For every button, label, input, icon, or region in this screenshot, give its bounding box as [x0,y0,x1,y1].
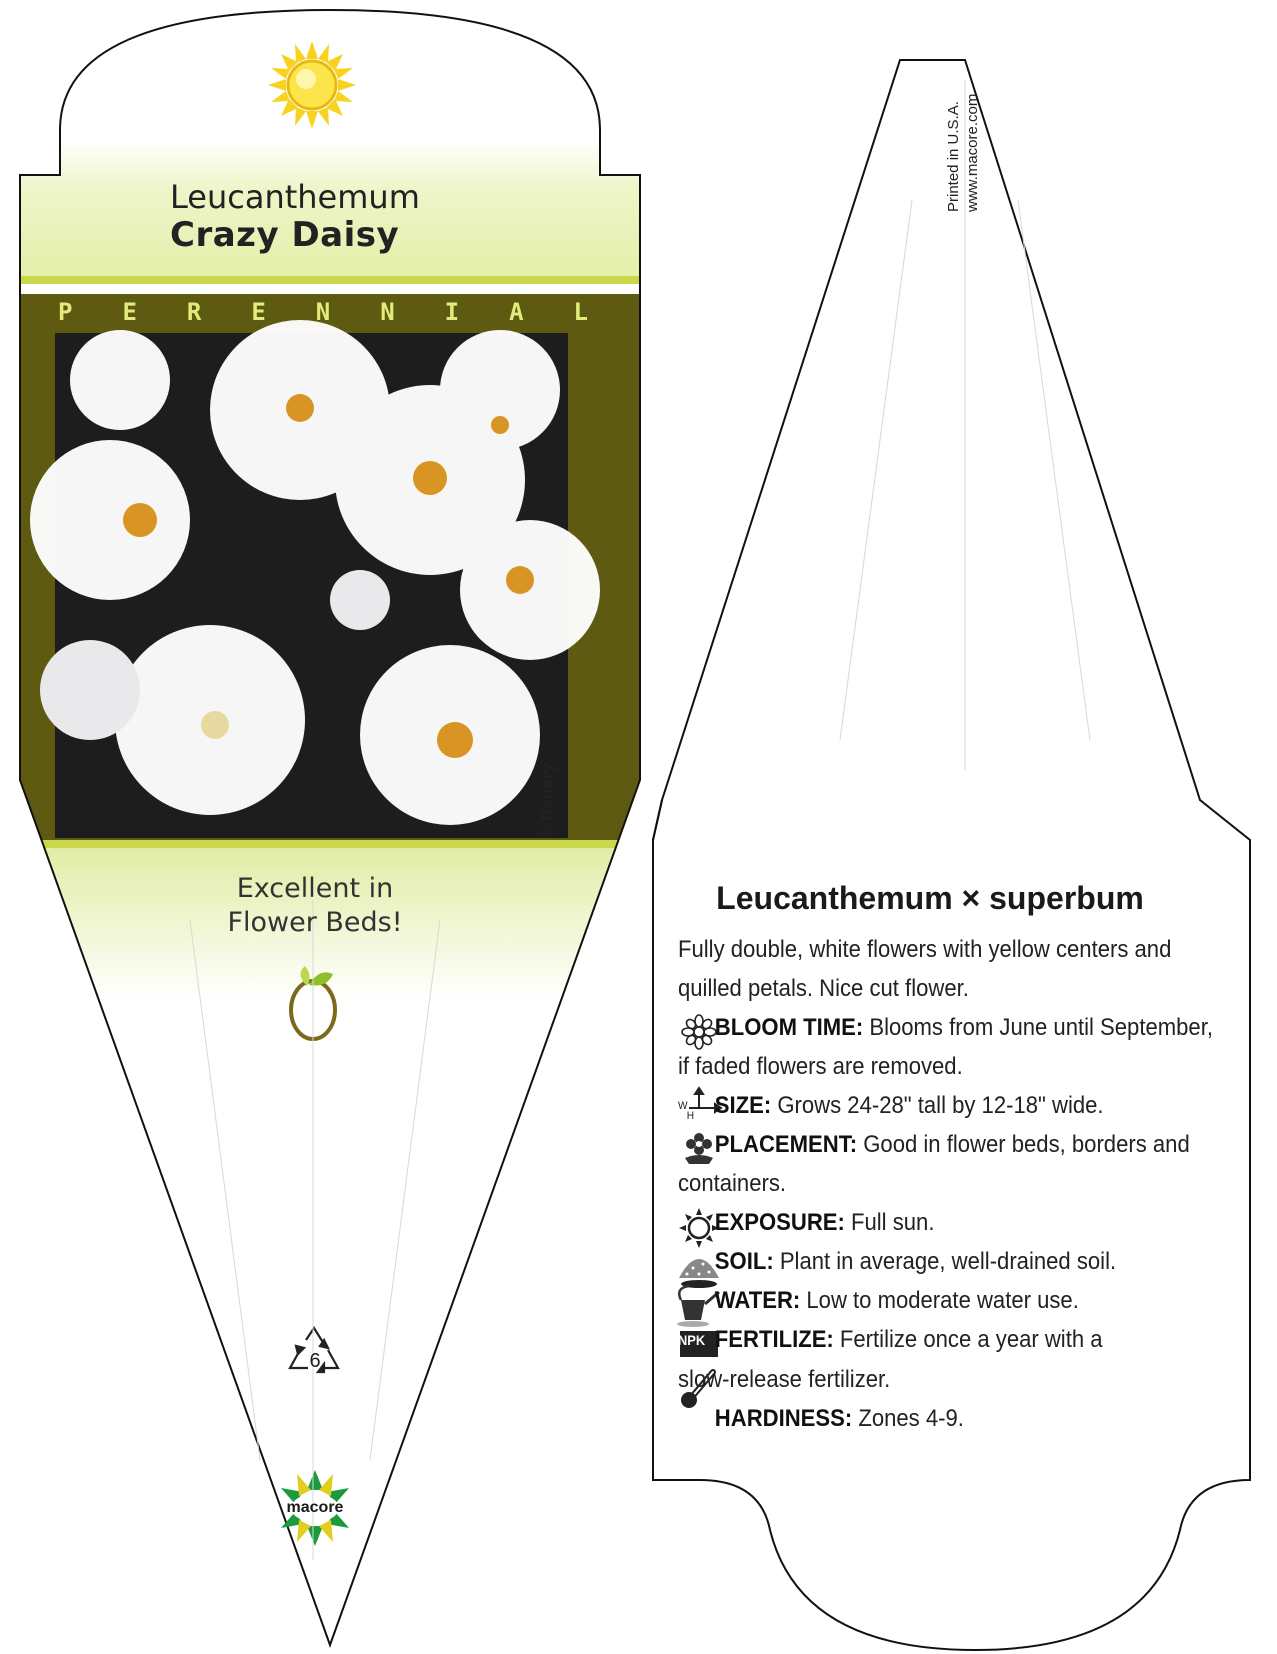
size: W H SIZE: Grows 24-28" tall by 12-18" wide. [678,1092,1104,1123]
fertilize: NPK FERTILIZE: Fertilize once a year with a [678,1326,1103,1353]
flower-photo [30,320,600,838]
size-icon-h: H [686,1110,695,1123]
water: WATER: Low to moderate water use. [714,1287,1079,1314]
care-info: Fully double, white flowers with yellow centers and quilled petals. Nice cut flower. BLOOM TIME: Blooms from June until September, if faded flowers are removed. W H SIZE: Grows 24-28" tall by 12-18" wide. PLACEMENT: Good in flower beds, borders and containers. EXPOSURE: Full sun. SOIL: Plant in average, well-drained soil. WATER: Low to moderate water use. NPK FERTILIZE: Fertilize once a year with a slow-release fertilizer. HARDINESS: Zones 4-9. [678,930,1221,1438]
category-letter: R [186,298,202,326]
website: www.macore.com [964,93,981,212]
photo-credit: © Benary [538,763,557,838]
category-letter: L [573,298,588,326]
category-letter: I [444,298,460,326]
brand-name: macore [286,1499,344,1516]
npk-icon-text: NPK [678,1332,706,1349]
category-letter: A [509,298,524,326]
category-letter: E [251,298,266,326]
category-letter: N [315,298,331,326]
description: Fully double, white flowers with yellow centers and [678,936,1172,963]
slogan-line: Flower Beds! [227,907,403,938]
bloom-time: BLOOM TIME: Blooms from June until September, [714,1014,1213,1041]
recycle-number: 6 [309,1350,321,1372]
genus-name: Leucanthemum [170,178,420,216]
printed-in: Printed in U.S.A. [945,101,962,212]
sun-icon [268,41,356,129]
slogan-line: Excellent in [236,873,394,904]
soil: SOIL: Plant in average, well-drained soil. [714,1248,1117,1275]
placement: PLACEMENT: Good in flower beds, borders and [714,1131,1190,1158]
printer-info [944,94,982,212]
category-letter: N [380,298,395,326]
header-accent-line [0,276,660,284]
hardiness: HARDINESS: Zones 4-9. [714,1405,964,1433]
exposure: EXPOSURE: Full sun. [714,1209,935,1236]
variety-name: Crazy Daisy [170,215,400,255]
category-perennial [58,298,588,326]
size-icon-w: W [678,1100,688,1113]
botanical-name: Leucanthemum × superbum [716,880,1144,916]
slogan [180,872,450,940]
category-letter: P [58,298,73,326]
category-letter: E [122,298,137,326]
